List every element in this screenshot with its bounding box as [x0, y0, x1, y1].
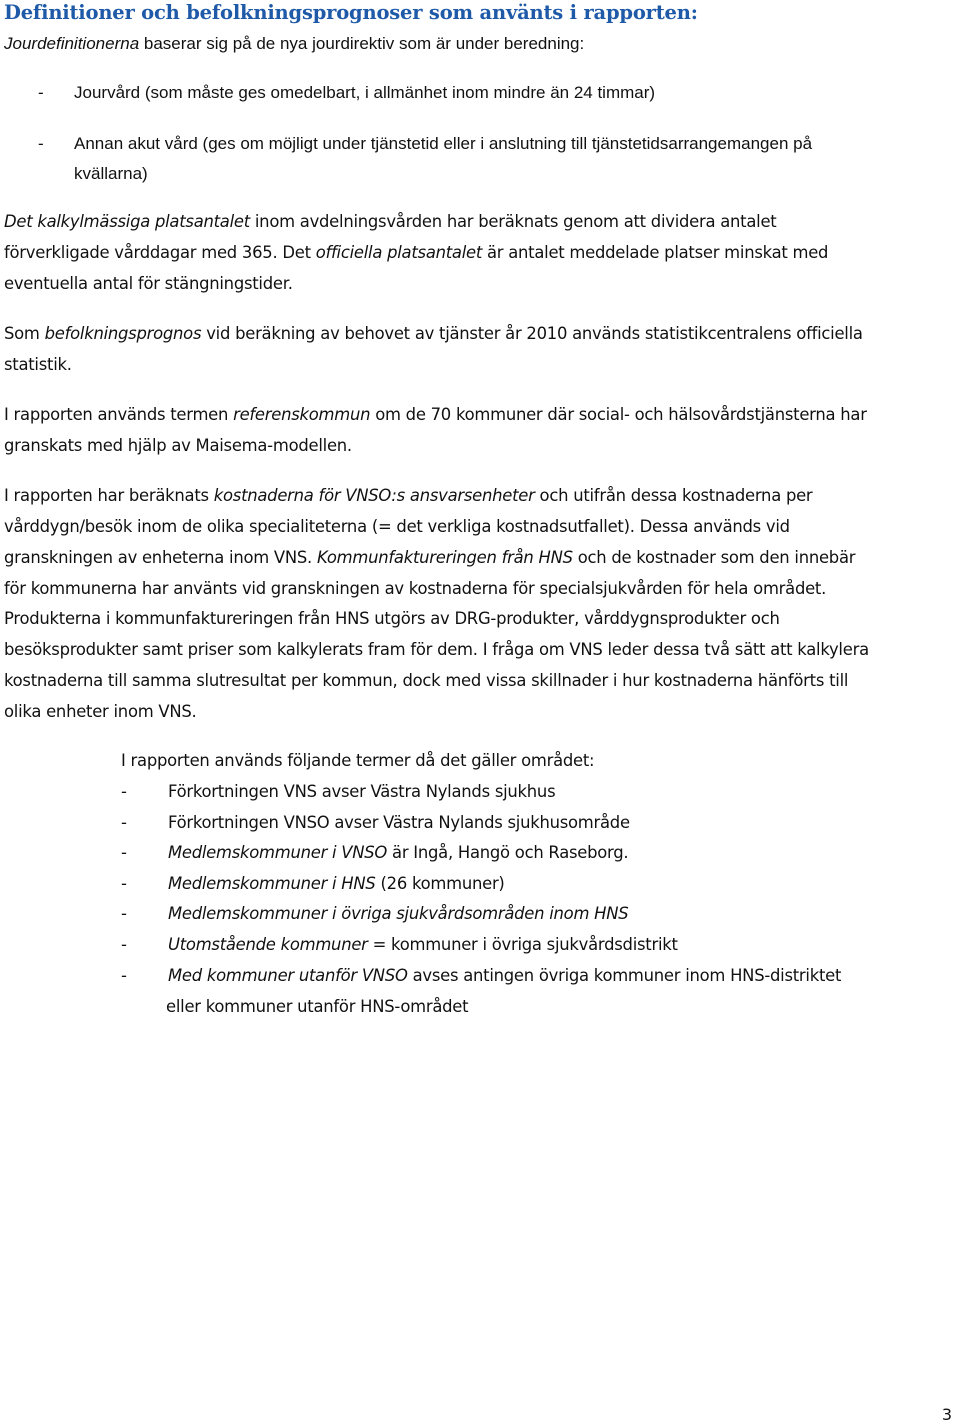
page-heading: Definitioner och befolkningsprognoser som använts i rapporten:	[4, 1, 698, 24]
text: om de 70 kommuner där social- och hälsovårdstjänsterna har	[370, 405, 867, 424]
text-line: granskats med hjälp av Maisema-modellen.	[4, 436, 352, 455]
jour-item-1: Jourvård (som måste ges omedelbart, i allmänhet inom mindre än 24 timmar)	[74, 83, 656, 102]
term-item	[168, 843, 628, 862]
term-item-cont: eller kommuner utanför HNS-området	[166, 997, 469, 1016]
jour-intro	[4, 34, 584, 54]
text-line: för kommunerna har använts vid granskningen av kostnaderna för specialsjukvården för hela området.	[4, 579, 827, 598]
list-dash: -	[121, 874, 127, 893]
term-item	[168, 874, 505, 893]
term: befolkningsprognos	[44, 324, 202, 343]
list-dash: -	[121, 904, 127, 923]
term-item	[168, 966, 841, 985]
text: och de kostnader som den innebär	[572, 548, 856, 567]
text: (26 kommuner)	[375, 874, 505, 893]
text: I rapporten har beräknats	[4, 486, 214, 505]
text-line: eventuella antal för stängningstider.	[4, 274, 293, 293]
term: Medlemskommuner i övriga sjukvårdsområden inom HNS	[168, 904, 629, 923]
list-dash: -	[121, 935, 127, 954]
jour-item-2-cont: kvällarna)	[74, 164, 148, 183]
text-line: kostnaderna till samma slutresultat per kommun, dock med vissa skillnader i hur kostnaderna hänförts till	[4, 671, 849, 690]
text: granskningen av enheterna inom VNS.	[4, 548, 317, 567]
text-line	[4, 243, 828, 262]
text: är antalet meddelade platser minskat med	[482, 243, 829, 262]
term-item	[168, 813, 630, 832]
text: Förkortningen VNS avser Västra Nylands sjukhus	[168, 782, 556, 801]
term: Medlemskommuner i HNS	[168, 874, 376, 893]
page-number: 3	[941, 1405, 952, 1424]
list-dash: -	[121, 813, 127, 832]
term: Med kommuner utanför VNSO	[168, 966, 408, 985]
term-item	[168, 782, 555, 801]
text-line	[4, 324, 863, 343]
text: = kommuner i övriga sjukvårdsdistrikt	[367, 935, 678, 954]
text: Som	[4, 324, 45, 343]
list-dash: -	[38, 83, 44, 102]
text: I rapporten används termen	[4, 405, 234, 424]
text-line	[4, 548, 855, 567]
jour-intro-term: Jourdefinitionerna	[4, 34, 140, 53]
text-line: besöksprodukter samt priser som kalkylerats fram för dem. I fråga om VNS leder dessa två sätt att kalkylera	[4, 640, 869, 659]
list-dash: -	[121, 966, 127, 985]
text: vid beräkning av behovet av tjänster år 2010 används statistikcentralens officiella	[201, 324, 863, 343]
term: Det kalkylmässiga platsantalet	[4, 212, 250, 231]
term: Utomstående kommuner	[168, 935, 368, 954]
term-item	[168, 904, 628, 923]
list-dash: -	[38, 134, 44, 153]
term: Kommunfaktureringen från HNS	[316, 548, 573, 567]
list-dash: -	[121, 843, 127, 862]
text-line	[4, 486, 812, 505]
text-line	[4, 405, 867, 424]
list-dash: -	[121, 782, 127, 801]
jour-item-2: Annan akut vård (ges om möjligt under tjänstetid eller i anslutning till tjänstetidsarrangemangen på	[74, 134, 813, 153]
text: är Ingå, Hangö och Raseborg.	[387, 843, 629, 862]
text: avses antingen övriga kommuner inom HNS-distriktet	[407, 966, 842, 985]
term: Medlemskommuner i VNSO	[168, 843, 388, 862]
terms-intro: I rapporten används följande termer då det gäller området:	[121, 751, 595, 770]
term: officiella platsantalet	[315, 243, 483, 262]
text-line	[4, 212, 776, 231]
text: inom avdelningsvården har beräknats genom att dividera antalet	[249, 212, 777, 231]
text: Förkortningen VNSO avser Västra Nylands sjukhusområde	[168, 813, 630, 832]
text: förverkligade vårddagar med 365. Det	[4, 243, 316, 262]
term: kostnaderna för VNSO:s ansvarsenheter	[213, 486, 535, 505]
text-line: olika enheter inom VNS.	[4, 702, 197, 721]
text-line: statistik.	[4, 355, 72, 374]
text: och utifrån dessa kostnaderna per	[534, 486, 813, 505]
term: referenskommun	[233, 405, 371, 424]
term-item	[168, 935, 678, 954]
jour-intro-text: baserar sig på de nya jourdirektiv som är under beredning:	[139, 34, 585, 53]
text-line: Produkterna i kommunfaktureringen från HNS utgörs av DRG-produkter, vårddygnsprodukter och	[4, 609, 780, 628]
text-line: vårddygn/besök inom de olika specialiteterna (= det verkliga kostnadsutfallet). Dessa används vid	[4, 517, 790, 536]
